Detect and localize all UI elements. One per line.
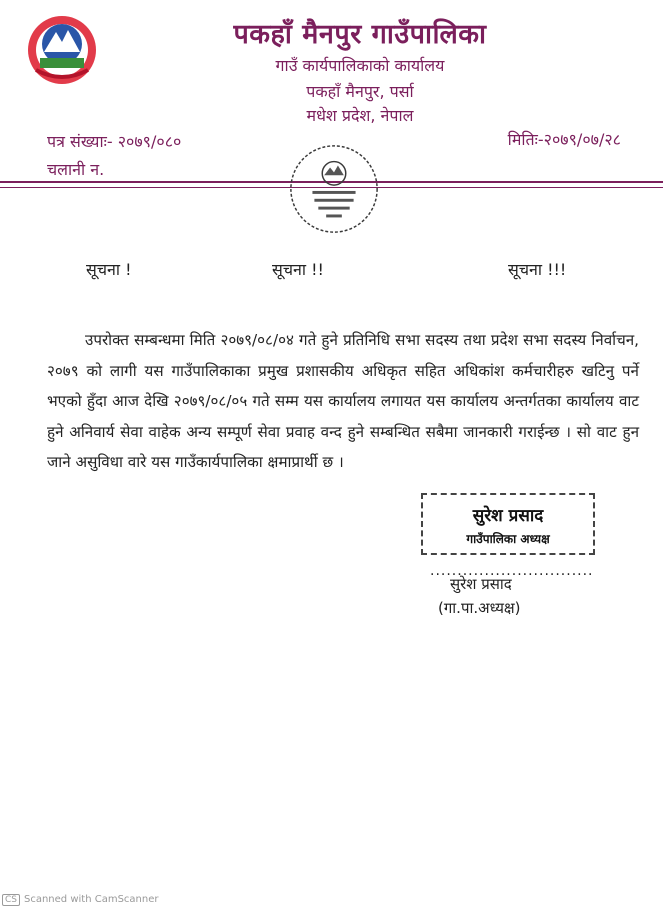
camscanner-logo-icon: CS xyxy=(2,894,20,906)
stamp-name: सुरेश प्रसाद xyxy=(472,506,544,526)
stamp-title: गाउँपालिका अध्यक्ष xyxy=(466,532,550,546)
scanner-watermark-text: Scanned with CamScanner xyxy=(24,894,159,905)
letterhead-address: पकहाँ मैनपुर, पर्सा xyxy=(306,82,414,101)
signature-stamp xyxy=(421,493,595,555)
letterhead-office: गाउँ कार्यपालिकाको कार्यालय xyxy=(275,56,445,75)
letter-date: मितिः-२०७९/०७/२८ xyxy=(507,130,621,149)
letterhead-title: पकहाँ मैनपुर गाउँपालिका xyxy=(233,19,487,50)
scanner-watermark xyxy=(2,894,159,906)
notice-heading-1: सूचना ! xyxy=(86,260,132,279)
notice-body: उपरोक्त सम्बन्धमा मिति २०७९/०८/०४ गते हुने प्रतिनिधि सभा सदस्य तथा प्रदेश सभा सदस्य निर्वाचन, २०७९ को लागी यस गाउँपालिकाका प्रमुख प्रशासकीय अधिकृत सहित अधिकांश कर्मचारीहरु खटिनु पर्ने भएको हुँदा आज देखि २०७९/०८/०५ गते सम्म यस कार्यालय लगायत यस कार्यालय अन्तर्गतका कार्यालय वाट हुने अनिवार्य सेवा वाहेक अन्य सम्पूर्ण सेवा प्रवाह वन्द हुने सम्बन्धित सबैमा जानकारी गराईन्छ । सो वाट हुन जाने असुविधा वारे यस गाउँकार्यपालिका क्षमाप्रार्थी छ । xyxy=(47,331,639,471)
letterhead-province: मधेश प्रदेश, नेपाल xyxy=(306,106,414,125)
signature-line: .............................. xyxy=(430,563,594,579)
letter-number: पत्र संख्याः- २०७९/०८० xyxy=(47,132,182,151)
notice-heading-3: सूचना !!! xyxy=(508,260,567,279)
government-emblem-icon xyxy=(26,14,98,86)
office-seal-stamp-icon xyxy=(285,140,383,238)
dispatch-number: चलानी न. xyxy=(47,160,105,179)
signatory-designation: (गा.पा.अध्यक्ष) xyxy=(438,599,521,617)
notice-heading-2: सूचना !! xyxy=(272,260,324,279)
signatory-name: सुरेश प्रसाद xyxy=(450,575,512,593)
